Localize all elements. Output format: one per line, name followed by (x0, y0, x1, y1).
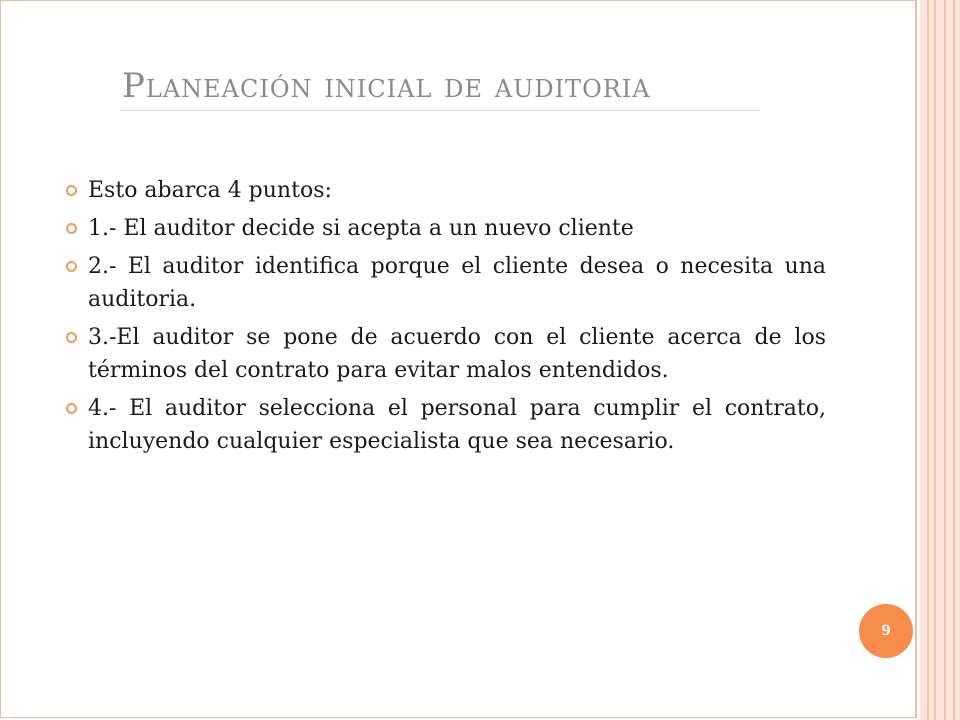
bullet-item (66, 321, 826, 387)
ring-bullet-icon (66, 332, 77, 343)
bullet-text: 4.- El auditor selecciona el personal para cumplir el contrato, incluyendo cualquier especialista que sea necesario. (88, 396, 826, 454)
bullet-list (66, 174, 826, 463)
ring-bullet-icon (66, 223, 77, 234)
decorative-stripes (920, 0, 960, 720)
ring-bullet-icon (66, 403, 77, 414)
page-number-badge: 9 (859, 604, 913, 658)
bullet-item (66, 212, 826, 245)
bullet-text: 3.-El auditor se pone de acuerdo con el cliente acerca de los términos del contrato para evitar malos entendidos. (88, 325, 826, 383)
ring-bullet-icon (66, 185, 77, 196)
title-divider (120, 110, 760, 111)
slide-title: Planeación inicial de auditoria (122, 66, 651, 106)
bullet-item (66, 392, 826, 458)
ring-bullet-icon (66, 261, 77, 272)
bullet-text: 1.- El auditor decide si acepta a un nuevo cliente (88, 216, 634, 241)
bullet-text: 2.- El auditor identifica porque el cliente desea o necesita una auditoria. (88, 254, 826, 312)
bullet-item (66, 174, 826, 207)
bullet-item (66, 250, 826, 316)
bullet-text: Esto abarca 4 puntos: (88, 178, 332, 203)
